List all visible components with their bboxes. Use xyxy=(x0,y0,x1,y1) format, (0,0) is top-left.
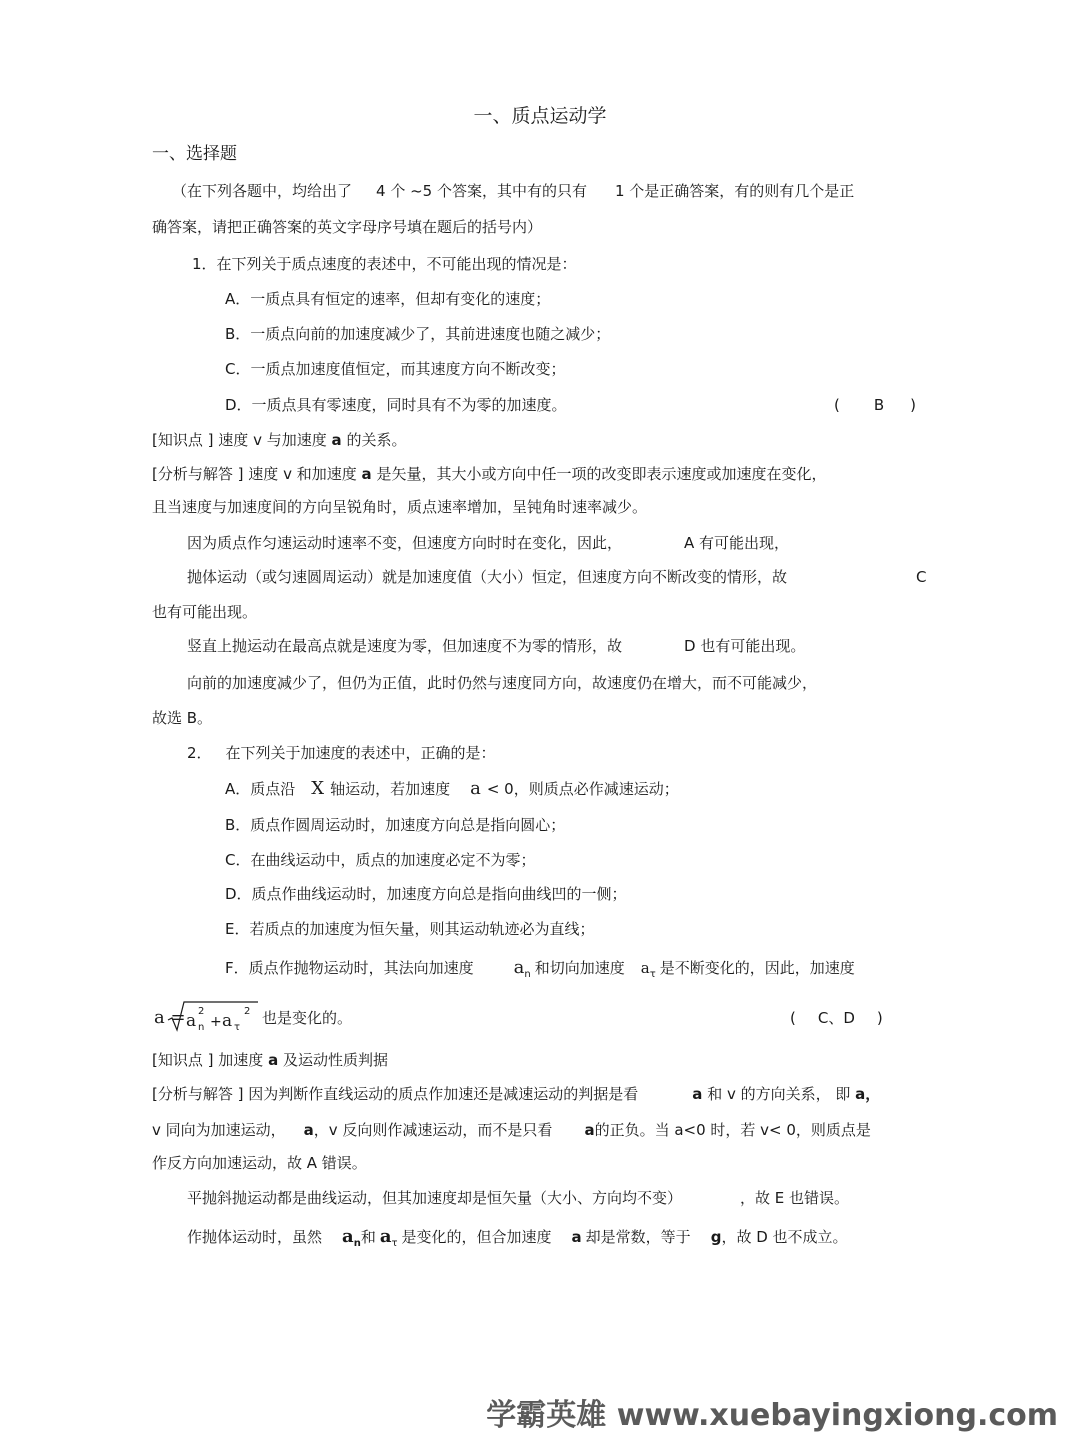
q2-analysis-p2 xyxy=(187,1188,849,1208)
symbol-a: a xyxy=(268,1051,279,1069)
q1-option-a: A．一质点具有恒定的速率，但却有变化的速度； xyxy=(225,290,551,308)
q2-option-d: D．质点作曲线运动时，加速度方向总是指向曲线凹的一侧； xyxy=(225,885,627,903)
symbol-a: a xyxy=(186,1011,197,1031)
q1-option-d: D．一质点具有零速度，同时具有不为零的加速度。 xyxy=(225,396,567,414)
analysis-label: [分析与解答 ] xyxy=(152,465,244,483)
q2-knowledge xyxy=(152,1050,388,1070)
analysis-text: 是变化的，但合加速度 xyxy=(401,1228,552,1246)
q1-analysis-p3: 抛体运动（或匀速圆周运动）就是加速度值（大小）恒定，但速度方向不断改变的情形，故 xyxy=(187,568,788,586)
knowledge-text: 速度 xyxy=(218,431,249,449)
q2-option-f xyxy=(225,958,855,981)
answer-paren: ( xyxy=(790,1009,796,1027)
knowledge-text: 加速度 xyxy=(218,1051,264,1069)
option-text: A．质点沿 xyxy=(225,780,296,798)
footer-watermark: 学霸英雄 www.xuebayingxiong.com xyxy=(486,1398,1058,1433)
answer-paren: ( xyxy=(834,396,840,414)
sqrt-formula xyxy=(166,998,260,1034)
section-heading: 一、选择题 xyxy=(152,144,237,164)
analysis-text: ，故 E 也错误。 xyxy=(740,1189,850,1207)
q2-option-c: C．在曲线运动中，质点的加速度必定不为零； xyxy=(225,851,536,869)
analysis-text: 却是常数，等于 xyxy=(585,1228,691,1246)
symbol-a: a xyxy=(692,1085,703,1103)
q2-analysis-line-1 xyxy=(152,1084,880,1104)
option-text: 轴运动，若加速度 xyxy=(330,780,451,798)
q2-option-a xyxy=(225,779,679,799)
symbol-a: a xyxy=(571,1228,582,1246)
subscript-tau: τ xyxy=(234,1022,241,1033)
symbol-x: X xyxy=(311,778,325,799)
symbol-a: a xyxy=(331,431,342,449)
symbol-a: a xyxy=(640,959,650,977)
symbol-a: a xyxy=(470,778,481,799)
formula-tail: 也是变化的。 xyxy=(262,1009,353,1027)
symbol-a: a xyxy=(361,465,372,483)
q1-knowledge xyxy=(152,430,406,450)
intro-line-1 xyxy=(172,181,854,201)
subscript-tau: τ xyxy=(391,1238,398,1249)
intro-text: 4 个 ~5 个答案，其中有的只有 xyxy=(376,182,587,200)
subscript-tau: τ xyxy=(649,969,656,980)
superscript-2: 2 xyxy=(244,1006,251,1017)
q1-analysis-p5: 向前的加速度减少了，但仍为正值，此时仍然与速度同方向，故速度仍在增大，而不可能减少， xyxy=(187,674,818,692)
knowledge-text: 与加速度 xyxy=(266,431,327,449)
analysis-text: 和 xyxy=(360,1228,376,1246)
analysis-text: 平抛斜抛运动都是曲线运动，但其加速度却是恒矢量（大小、方向均不变） xyxy=(187,1189,683,1207)
answer-paren: ) xyxy=(876,1009,883,1027)
answer-value: B xyxy=(873,396,885,414)
q2-analysis-line-3: 作反方向加速运动，故 A 错误。 xyxy=(152,1154,367,1172)
analysis-text: 是矢量，其大小或方向中任一项的改变即表示速度或加速度在变化， xyxy=(376,465,827,483)
analysis-text: ，v 反向则作减速运动，而不是只看 xyxy=(313,1121,553,1139)
q1-analysis-p4 xyxy=(187,636,805,656)
option-text: 和切向加速度 xyxy=(534,959,625,977)
analysis-text: ，故 D 也不成立。 xyxy=(721,1228,848,1246)
q1-analysis-p3-end: 也有可能出现。 xyxy=(152,603,258,621)
symbol-v: v xyxy=(253,431,262,449)
q1-analysis-line-2: 且当速度与加速度间的方向呈锐角时，质点速率增加，呈钝角时速率减少。 xyxy=(152,498,648,516)
analysis-label: [分析与解答 ] xyxy=(152,1085,244,1103)
symbol-v: v xyxy=(283,465,292,483)
subscript-n: n xyxy=(198,1022,205,1033)
superscript-2: 2 xyxy=(198,1006,205,1017)
q1-analysis-p6: 故选 B。 xyxy=(152,709,213,727)
option-text: F．质点作抛物运动时，其法向加速度 xyxy=(225,959,474,977)
intro-text: （在下列各题中，均给出了 xyxy=(172,182,353,200)
page-title: 一、质点运动学 xyxy=(473,105,607,127)
subscript-n: n xyxy=(524,969,531,980)
option-text: 是不断变化的，因此，加速度 xyxy=(659,959,855,977)
plus-sign: + xyxy=(210,1014,222,1030)
q2-answer xyxy=(790,1008,883,1028)
analysis-text: v 同向为加速运动， xyxy=(152,1121,286,1139)
analysis-text: 因为判断作直线运动的质点作加速还是减速运动的判据是看 xyxy=(248,1085,639,1103)
question-text: 在下列关于加速度的表述中，正确的是： xyxy=(225,744,496,762)
symbol-a: a xyxy=(222,1011,233,1031)
knowledge-label: [知识点 ] xyxy=(152,431,214,449)
q1-option-b: B．一质点向前的加速度减少了，其前进速度也随之减少； xyxy=(225,325,611,343)
q1-analysis-p3-option: C xyxy=(916,568,927,586)
q1-answer xyxy=(834,395,916,415)
knowledge-text: 的关系。 xyxy=(346,431,407,449)
answer-value: C、D xyxy=(817,1009,855,1027)
analysis-text: 和加速度 xyxy=(296,465,357,483)
answer-paren: ) xyxy=(910,396,917,414)
analysis-text: 因为质点作匀速运动时速率不变，但速度方向时时在变化，因此， xyxy=(187,534,623,552)
question-number: 2． xyxy=(187,744,212,762)
q1-analysis-line-1 xyxy=(152,464,826,484)
intro-line-2: 确答案，请把正确答案的英文字母序号填在题后的括号内） xyxy=(152,218,543,236)
subscript-n: n xyxy=(353,1238,361,1249)
symbol-a: a xyxy=(513,957,525,978)
formula-lhs: a = xyxy=(154,1007,186,1028)
symbol-a: a xyxy=(584,1121,595,1139)
analysis-text: 速度 xyxy=(248,465,279,483)
analysis-text: 的正负。当 a<0 时，若 v< 0，则质点是 xyxy=(594,1121,871,1139)
symbol-a: a xyxy=(303,1121,314,1139)
analysis-text: 和 v 的方向关系， 即 xyxy=(707,1085,851,1103)
analysis-text: 作抛体运动时，虽然 xyxy=(187,1228,323,1246)
option-text: < 0，则质点必作减速运动； xyxy=(486,780,679,798)
symbol-a: a， xyxy=(855,1085,881,1103)
knowledge-label: [知识点 ] xyxy=(152,1051,214,1069)
intro-text: 1 个是正确答案，有的则有几个是正 xyxy=(614,182,855,200)
q2-analysis-line-2 xyxy=(152,1120,871,1140)
knowledge-text: 及运动性质判据 xyxy=(282,1051,388,1069)
q2-analysis-p3 xyxy=(187,1227,848,1250)
q1-stem: 1．在下列关于质点速度的表述中，不可能出现的情况是： xyxy=(192,255,577,273)
q2-option-b: B．质点作圆周运动时，加速度方向总是指向圆心； xyxy=(225,816,566,834)
symbol-a: a xyxy=(379,1226,392,1247)
analysis-text: A 有可能出现， xyxy=(684,534,790,552)
q1-analysis-p2 xyxy=(187,533,789,553)
symbol-a: a xyxy=(342,1226,354,1247)
symbol-g: g xyxy=(710,1228,722,1246)
q2-option-e: E．若质点的加速度为恒矢量，则其运动轨迹必为直线； xyxy=(225,920,595,938)
analysis-text: D 也有可能出现。 xyxy=(684,637,806,655)
q2-stem xyxy=(187,743,496,763)
q1-option-c: C．一质点加速度值恒定，而其速度方向不断改变； xyxy=(225,360,566,378)
analysis-text: 竖直上抛运动在最高点就是速度为零，但加速度不为零的情形，故 xyxy=(187,637,623,655)
